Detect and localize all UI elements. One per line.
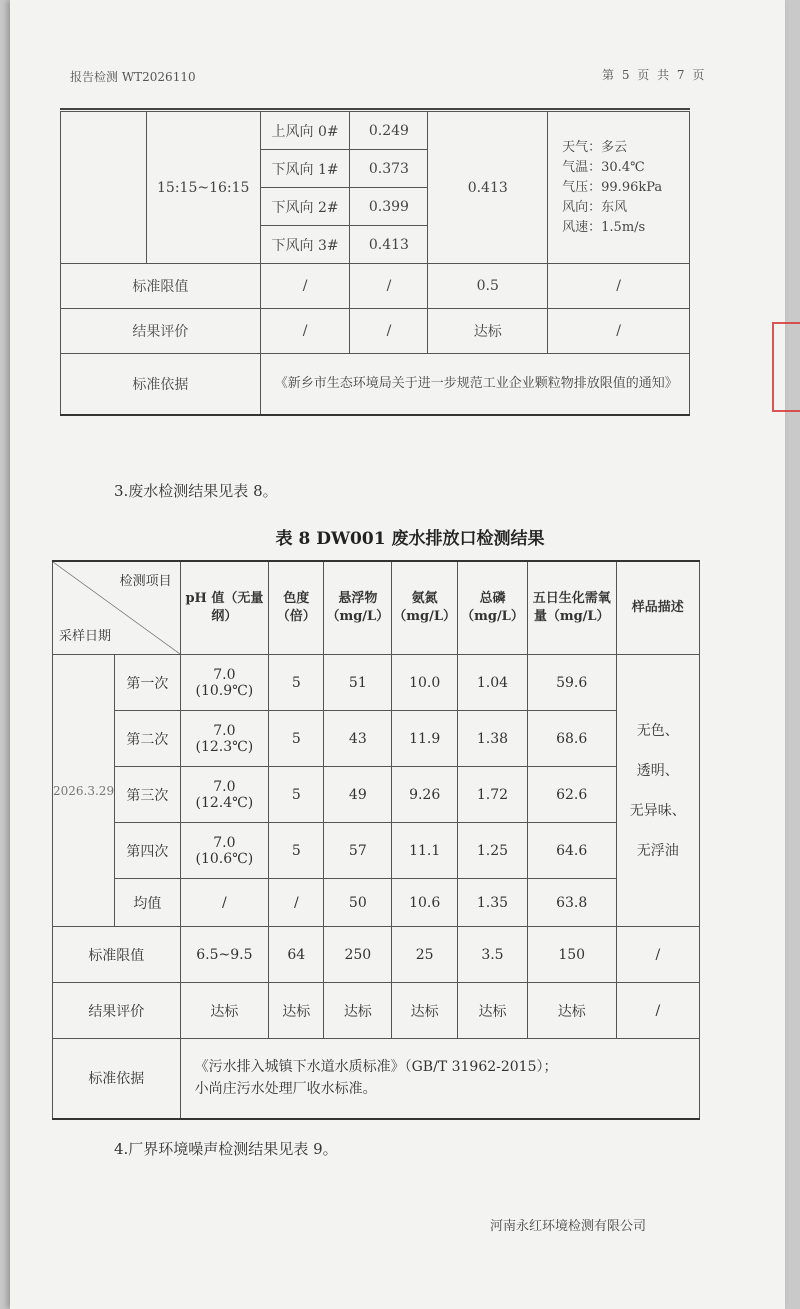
table-cell: 5 — [269, 823, 324, 879]
max-value: 0.413 — [428, 112, 548, 264]
table-row — [53, 655, 700, 711]
table-cell: 3.5 — [458, 927, 528, 983]
description-line: 无浮油 — [636, 842, 679, 859]
table-cell: 11.9 — [392, 711, 458, 767]
table-cell: 达标 — [458, 983, 528, 1039]
table-cell: 150 — [527, 927, 616, 983]
corner-bottom-label: 采样日期 — [59, 629, 112, 644]
table-cell: 达标 — [392, 983, 458, 1039]
table-cell: / — [180, 879, 269, 927]
ph-value: 7.0 — [213, 778, 236, 795]
table-cell: 11.1 — [392, 823, 458, 879]
table-cell: 5 — [269, 711, 324, 767]
table-cell: 10.0 — [392, 655, 458, 711]
row-label: 标准依据 — [53, 1039, 181, 1119]
column-header: 样品描述 — [616, 561, 699, 655]
ph-value: 7.0 — [213, 834, 236, 851]
table-row — [61, 112, 690, 150]
table-row — [53, 927, 700, 983]
sample-description — [616, 655, 699, 927]
row-label: 第三次 — [115, 767, 181, 823]
standard-basis: 《新乡市生态环境局关于进一步规范工业企业颗粒物排放限值的通知》 — [260, 354, 689, 416]
table-cell: / — [350, 309, 428, 354]
column-header: 色度（倍） — [269, 561, 324, 655]
weather-line: 气温：30.4℃ — [562, 159, 645, 175]
table-row — [53, 767, 700, 823]
description-line: 无色、 — [636, 722, 679, 739]
point-name: 下风向 3# — [260, 226, 350, 264]
column-header: pH 值（无量纲） — [180, 561, 269, 655]
ph-value: 7.0 — [213, 722, 236, 739]
table-cell: 250 — [324, 927, 392, 983]
row-label: 标准依据 — [61, 354, 261, 416]
weather-info — [548, 112, 690, 264]
table-cell: / — [616, 927, 699, 983]
table-cell: / — [260, 264, 350, 309]
column-header: 氨氮（mg/L） — [392, 561, 458, 655]
table-row — [61, 354, 690, 416]
table-cell: 6.5~9.5 — [180, 927, 269, 983]
table-cell: 49 — [324, 767, 392, 823]
water-temp: (12.4℃) — [195, 794, 254, 811]
table-header-row — [53, 561, 700, 655]
table-cell: 1.38 — [458, 711, 528, 767]
ph-cell — [180, 767, 269, 823]
table-cell: 5 — [269, 655, 324, 711]
document-page — [10, 0, 785, 1309]
table-cell: / — [269, 879, 324, 927]
water-temp: (12.3℃) — [195, 738, 254, 755]
table-cell: 达标 — [324, 983, 392, 1039]
table-cell: 达标 — [269, 983, 324, 1039]
table-cell: 1.25 — [458, 823, 528, 879]
table-cell: 1.04 — [458, 655, 528, 711]
table-cell: 63.8 — [527, 879, 616, 927]
point-value: 0.413 — [350, 226, 428, 264]
description-line: 透明、 — [636, 762, 679, 779]
point-name: 下风向 1# — [260, 150, 350, 188]
point-value: 0.373 — [350, 150, 428, 188]
table-cell: / — [548, 264, 690, 309]
red-stamp-seal — [772, 322, 800, 412]
weather-line: 天气：多云 — [562, 139, 628, 155]
wastewater-results-table — [52, 560, 700, 1120]
point-value: 0.249 — [350, 112, 428, 150]
table-cell: 9.26 — [392, 767, 458, 823]
weather-line: 风向：东风 — [562, 199, 628, 215]
table-cell: 25 — [392, 927, 458, 983]
table-cell: 达标 — [527, 983, 616, 1039]
table-cell: 10.6 — [392, 879, 458, 927]
ph-cell — [180, 711, 269, 767]
point-value: 0.399 — [350, 188, 428, 226]
table-cell: 57 — [324, 823, 392, 879]
table-row — [61, 264, 690, 309]
table-cell: / — [260, 309, 350, 354]
table-row — [53, 711, 700, 767]
weather-line: 风速：1.5m/s — [562, 219, 646, 235]
table-cell: 43 — [324, 711, 392, 767]
table-cell: / — [616, 983, 699, 1039]
page-number: 第 5 页 共 7 页 — [602, 68, 707, 82]
particulate-results-table — [60, 111, 690, 416]
standard-basis — [180, 1039, 699, 1119]
ph-cell — [180, 823, 269, 879]
table-cell: 0.5 — [428, 264, 548, 309]
description-line: 无异味、 — [629, 802, 686, 819]
row-label: 第四次 — [115, 823, 181, 879]
section-paragraph: 4.厂界环境噪声检测结果见表 9。 — [114, 1140, 338, 1158]
table-cell — [61, 112, 147, 264]
water-temp: (10.6℃) — [195, 850, 254, 867]
table-cell: 1.35 — [458, 879, 528, 927]
table-row — [53, 983, 700, 1039]
table-cell: 50 — [324, 879, 392, 927]
point-name: 下风向 2# — [260, 188, 350, 226]
table-cell: 1.72 — [458, 767, 528, 823]
point-name: 上风向 0# — [260, 112, 350, 150]
table-cell: 68.6 — [527, 711, 616, 767]
table-row — [53, 1039, 700, 1119]
table-cell: / — [350, 264, 428, 309]
corner-header — [53, 561, 181, 655]
row-label: 结果评价 — [61, 309, 261, 354]
row-label: 标准限值 — [61, 264, 261, 309]
column-header: 悬浮物（mg/L） — [324, 561, 392, 655]
table-cell: 达标 — [428, 309, 548, 354]
column-header: 五日生化需氧量（mg/L） — [527, 561, 616, 655]
report-number: 报告检测 WT2026110 — [70, 70, 196, 84]
row-label: 第二次 — [115, 711, 181, 767]
corner-top-label: 检测项目 — [119, 574, 172, 589]
table-title: 表 8 DW001 废水排放口检测结果 — [275, 529, 545, 549]
ph-cell — [180, 655, 269, 711]
table-cell: 5 — [269, 767, 324, 823]
row-label: 均值 — [115, 879, 181, 927]
table-cell: 51 — [324, 655, 392, 711]
basis-line: 《污水排入城镇下水道水质标准》（GB/T 31962-2015）； — [194, 1059, 558, 1076]
table-cell: 达标 — [180, 983, 269, 1039]
company-name: 河南永红环境检测有限公司 — [490, 1219, 647, 1234]
ph-value: 7.0 — [213, 666, 236, 683]
table-cell: 64 — [269, 927, 324, 983]
table-cell: 59.6 — [527, 655, 616, 711]
row-label: 第一次 — [115, 655, 181, 711]
row-label: 结果评价 — [53, 983, 181, 1039]
table-cell: 64.6 — [527, 823, 616, 879]
row-label: 标准限值 — [53, 927, 181, 983]
basis-line: 小尚庄污水处理厂收水标准。 — [194, 1081, 377, 1098]
table-row — [61, 309, 690, 354]
column-header: 总磷（mg/L） — [458, 561, 528, 655]
table-row — [53, 823, 700, 879]
weather-line: 气压：99.96kPa — [562, 179, 663, 195]
table-cell: 62.6 — [527, 767, 616, 823]
section-paragraph: 3.废水检测结果见表 8。 — [114, 482, 278, 500]
sampling-time: 15:15~16:15 — [146, 112, 260, 264]
table-row — [53, 879, 700, 927]
sampling-date: 2026.3.29 — [53, 655, 115, 927]
table-cell: / — [548, 309, 690, 354]
header-divider — [60, 108, 690, 110]
water-temp: (10.9℃) — [195, 682, 254, 699]
